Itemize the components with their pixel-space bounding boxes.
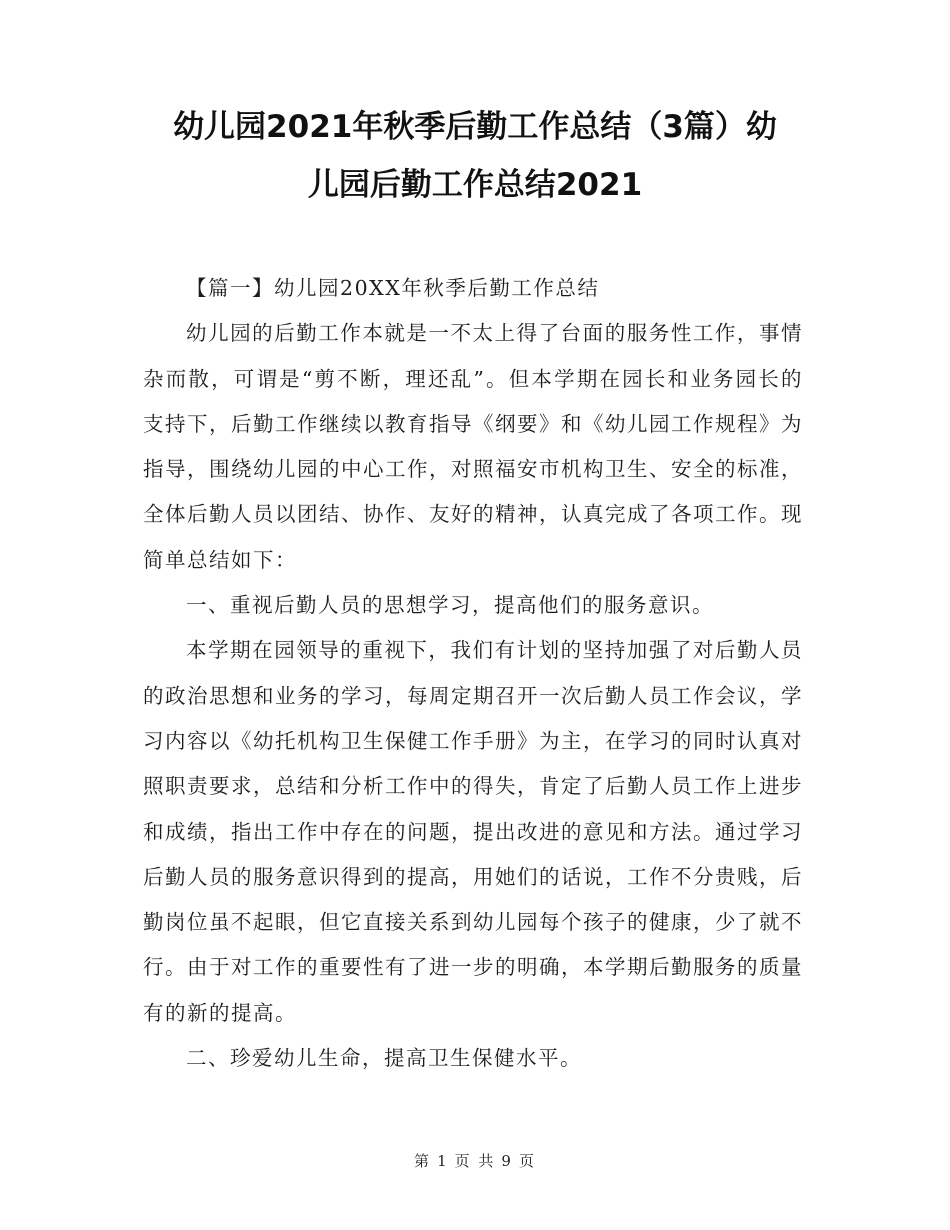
page-footer [0,1150,950,1171]
section-heading-two: 二、珍爱幼儿生命，提高卫生保健水平。 [186,1046,583,1071]
page-label-mid: 页 共 [454,1152,496,1170]
page-label-suffix: 页 [518,1152,536,1170]
page-label-prefix: 第 [414,1152,432,1170]
title-line-1: 幼儿园2021年秋季后勤工作总结（3篇）幼 [173,109,777,145]
document-title [130,98,820,214]
total-pages-number: 9 [501,1152,513,1170]
document-body [143,266,803,1081]
title-line-2: 儿园后勤工作总结2021 [307,167,643,203]
section-heading-part-one: 【篇一】幼儿园20XX年秋季后勤工作总结 [186,276,600,300]
section-heading-one: 一、重视后勤人员的思想学习，提高他们的服务意识。 [186,593,715,618]
paragraph-intro: 幼儿园的后勤工作本就是一不太上得了台面的服务性工作，事情杂而散，可谓是“剪不断，理还乱”。但本学期在园长和业务园长的支持下，后勤工作继续以教育指导《纲要》和《幼儿园工作规程》为指导，围绕幼儿园的中心工作，对照福安市机构卫生、安全的标准，全体后勤人员以团结、协作、友好的精神，认真完成了各项工作。现简单总结如下： [143,321,803,572]
paragraph-study: 本学期在园领导的重视下，我们有计划的坚持加强了对后勤人员的政治思想和业务的学习，每周定期召开一次后勤人员工作会议，学习内容以《幼托机构卫生保健工作手册》为主，在学习的同时认真对照职责要求，总结和分析工作中的得失，肯定了后勤人员工作上进步和成绩，指出工作中存在的问题，提出改进的意见和方法。通过学习后勤人员的服务意识得到的提高，用她们的话说，工作不分贵贱，后勤岗位虽不起眼，但它直接关系到幼儿园每个孩子的健康，少了就不行。由于对工作的重要性有了进一步的明确，本学期后勤服务的质量有的新的提高。 [143,638,803,1025]
current-page-number: 1 [437,1152,449,1170]
